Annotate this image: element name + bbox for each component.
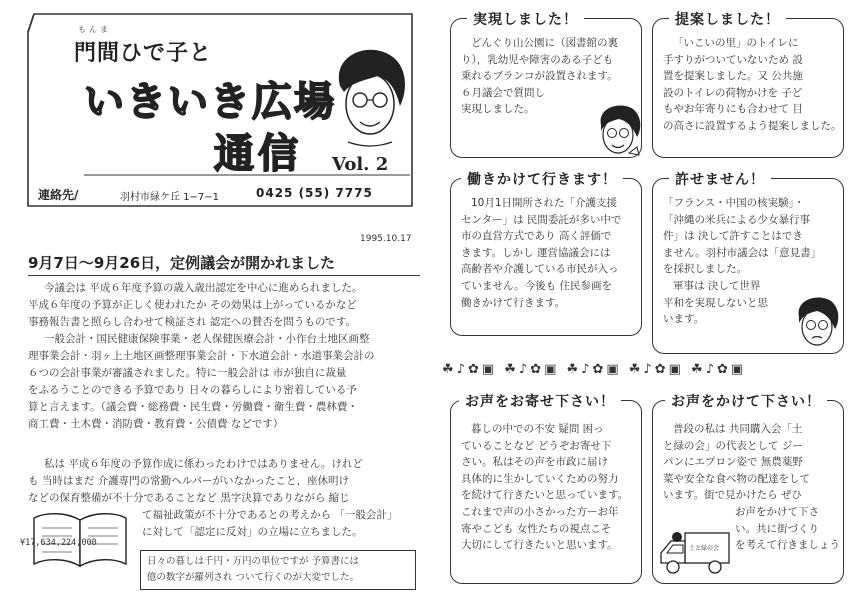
main-line: 平成６年度の予算が正しく使われたか その効果は上がっているかなど: [28, 299, 357, 311]
realized-line: 実現しました。: [461, 103, 535, 116]
realized-line: どんぐり山公園に（図書館の裏: [471, 37, 618, 49]
realized-title: 実現しました！: [467, 9, 584, 29]
main-body-3: [142, 507, 424, 541]
unforgivable-line: 「フランス・中国の核実験」・: [663, 197, 805, 209]
opinions-line: ていることなど どうぞお寄せ下: [461, 439, 612, 452]
working-line: 働きかけて行きます。: [461, 296, 566, 309]
calls-box: [652, 394, 844, 584]
proposed-line: 手すりがついていないため 設: [663, 53, 803, 66]
unforgivable-box: [652, 172, 844, 354]
main-line: も 当時はまだ 介護専門の常勤ヘルパーがいなかったこと，座休明け: [28, 475, 349, 487]
main-line: 算と言えます。（議会費・総務費・民生費・労働費・衛生費・農林費・: [28, 401, 358, 413]
opinions-line: 暮しの中での不安 疑問 困っ: [471, 423, 604, 435]
working-line: 10月1日開所された「介護支援: [471, 197, 618, 209]
opinions-box: [450, 394, 642, 584]
calls-title: お声をかけて下さい！: [665, 391, 827, 411]
unforgivable-line: ません。羽村市議会は「意見書」: [663, 246, 822, 259]
masthead: [24, 10, 420, 240]
calls-line: 菜や安全な食べ物の配達をして: [663, 472, 810, 485]
portrait-illustration: [326, 46, 410, 150]
volume-number: Vol. 2: [332, 154, 389, 175]
proposed-line: もやお年寄りにも合わせて 目: [663, 103, 803, 116]
realized-line: 乗れるブランコが設置されます。: [461, 70, 618, 83]
masthead-name: 門間ひで子と: [74, 41, 213, 66]
proposed-line: 「いこいの里」のトイレに: [673, 37, 799, 49]
opinions-line: 寄やこども 女性たちの視点こそ: [461, 522, 612, 535]
calls-line: と緑の会」の代表として ジー: [663, 439, 803, 452]
main-body: [28, 280, 422, 433]
calls-line: います。街で見かけたら ぜひ: [663, 489, 802, 502]
main-line: などの保育整備が不十分であることなど 黒字決算でありながら 縮じ: [28, 492, 350, 504]
working-line: 市の直営方式であり 高く評価で: [461, 230, 612, 243]
realized-line: り），乳幼児や障害のある子ども: [461, 53, 614, 66]
unforgivable-line: 軍事は 決して世界: [673, 279, 761, 292]
note-box: [140, 550, 416, 590]
masthead-title: いきいき広場: [84, 79, 336, 125]
main-line: に対して「認定に反対」の立場に立ちました。: [142, 526, 363, 538]
main-line: 一般会計・国民健康保険事業・老人保健医療会計・小作台土地区画整: [44, 333, 370, 345]
note-line: 億の数字が羅列され ついて行くのが大変でした。: [147, 572, 360, 583]
working-line: ていません。今後も 住民参画を: [461, 279, 612, 292]
proposed-line: の高さに設置するよう提案しました。: [663, 119, 842, 132]
realized-box: [450, 12, 642, 158]
book-caption: ¥17,634,224,000: [20, 538, 97, 548]
calls-line: い。共に街づくり: [735, 522, 819, 535]
unforgivable-portrait-illustration: [793, 295, 841, 351]
contact-address: 羽村市緑ケ丘 1−7−1: [120, 192, 220, 203]
realized-line: ６月議会で質問し: [461, 86, 545, 99]
decorative-divider: ☘♪✿▣ ☘♪✿▣ ☘♪✿▣ ☘♪✿▣ ☘♪✿▣: [442, 362, 747, 377]
main-line: 事務報告書と照らし合わせて検証され 認定への賛否を問うものです。: [28, 316, 356, 328]
proposed-line: 設のトイレの荷物かけを 子ど: [663, 86, 803, 99]
opinions-line: 大切にして行きたいと思います。: [461, 539, 618, 552]
proposed-title: 提案しました！: [669, 9, 786, 29]
unforgivable-line: を採択しました。: [663, 263, 747, 276]
proposed-body: [663, 35, 843, 135]
proposed-line: 置を提案しました。又 公共施: [663, 70, 803, 83]
opinions-title: お声をお寄せ下さい！: [459, 391, 621, 411]
working-line: センター」は 民間委託が多い中で: [461, 213, 622, 226]
main-line: て福祉政策が不十分であるとの考えから 「一般会計」: [142, 509, 398, 521]
calls-line: を考えて行きましょう: [735, 539, 840, 552]
unforgivable-line: 平和を実現しないと思: [663, 296, 768, 309]
working-box: [450, 172, 642, 336]
masthead-title-2: 通信: [214, 131, 302, 177]
main-body-2: [28, 456, 422, 507]
calls-line: お声をかけて下さ: [735, 505, 819, 518]
contact-phone: 0425 (55) 7775: [256, 186, 373, 200]
unforgivable-line: 「沖縄の米兵による少女暴行事: [663, 213, 810, 226]
opinions-line: さい。私はその声を市政に届け: [461, 456, 608, 469]
opinions-line: 具体的に生かしていくための努力: [461, 472, 619, 485]
realized-portrait-illustration: [593, 103, 643, 165]
working-line: きます。しかし 運営協議会には: [461, 246, 611, 259]
unforgivable-line: います。: [663, 313, 705, 326]
main-line: 今議会は 平成６年度予算の歳入歳出認定を中心に進められました。: [44, 282, 363, 294]
main-headline: 9月7日～9月26日，定例議会が開かれました: [28, 252, 420, 276]
main-line: 私は 平成６年度の予算作成に係わったわけではありません。けれど: [44, 458, 363, 470]
calls-line: パンにエプロン姿で 無農薬野: [663, 456, 803, 469]
issue-date: 1995.10.17: [360, 234, 412, 244]
truck-label: 土と緑の会: [689, 545, 720, 552]
opinions-body: [461, 421, 641, 554]
unforgivable-line: 件」は 決して許すことはでき: [663, 230, 803, 243]
working-title: 働きかけて行きます！: [461, 169, 623, 189]
main-line: をふるうことのできる予算であり 日々の暮らしにより密着している予: [28, 384, 357, 396]
working-line: 高齢者や介護している市民が入っ: [461, 263, 619, 276]
contact-label: 連絡先/: [38, 188, 79, 202]
proposed-box: [652, 12, 844, 158]
opinions-line: これまで声の小さかった方ーお年: [461, 505, 619, 518]
unforgivable-title: 許せません！: [669, 169, 771, 189]
calls-line: 普段の私は 共同購入会「土: [673, 423, 803, 435]
main-line: ６つの会計事業が審議されました。特に一般会計は 市が独自に裁量: [28, 367, 347, 379]
working-body: [461, 195, 641, 311]
opinions-line: を続けて行きたいと思っています。: [461, 489, 629, 502]
main-line: 理事業会計・羽ヶ上土地区画整理事業会計・下水道会計・水道事業会計の: [28, 350, 375, 362]
masthead-ruby: もんま: [78, 25, 111, 34]
main-line: 商工費・土木費・消防費・教育費・公債費 などです）: [28, 418, 284, 430]
note-line: 日々の暮しは千円・万円の単位ですが 予算書には: [147, 556, 360, 567]
